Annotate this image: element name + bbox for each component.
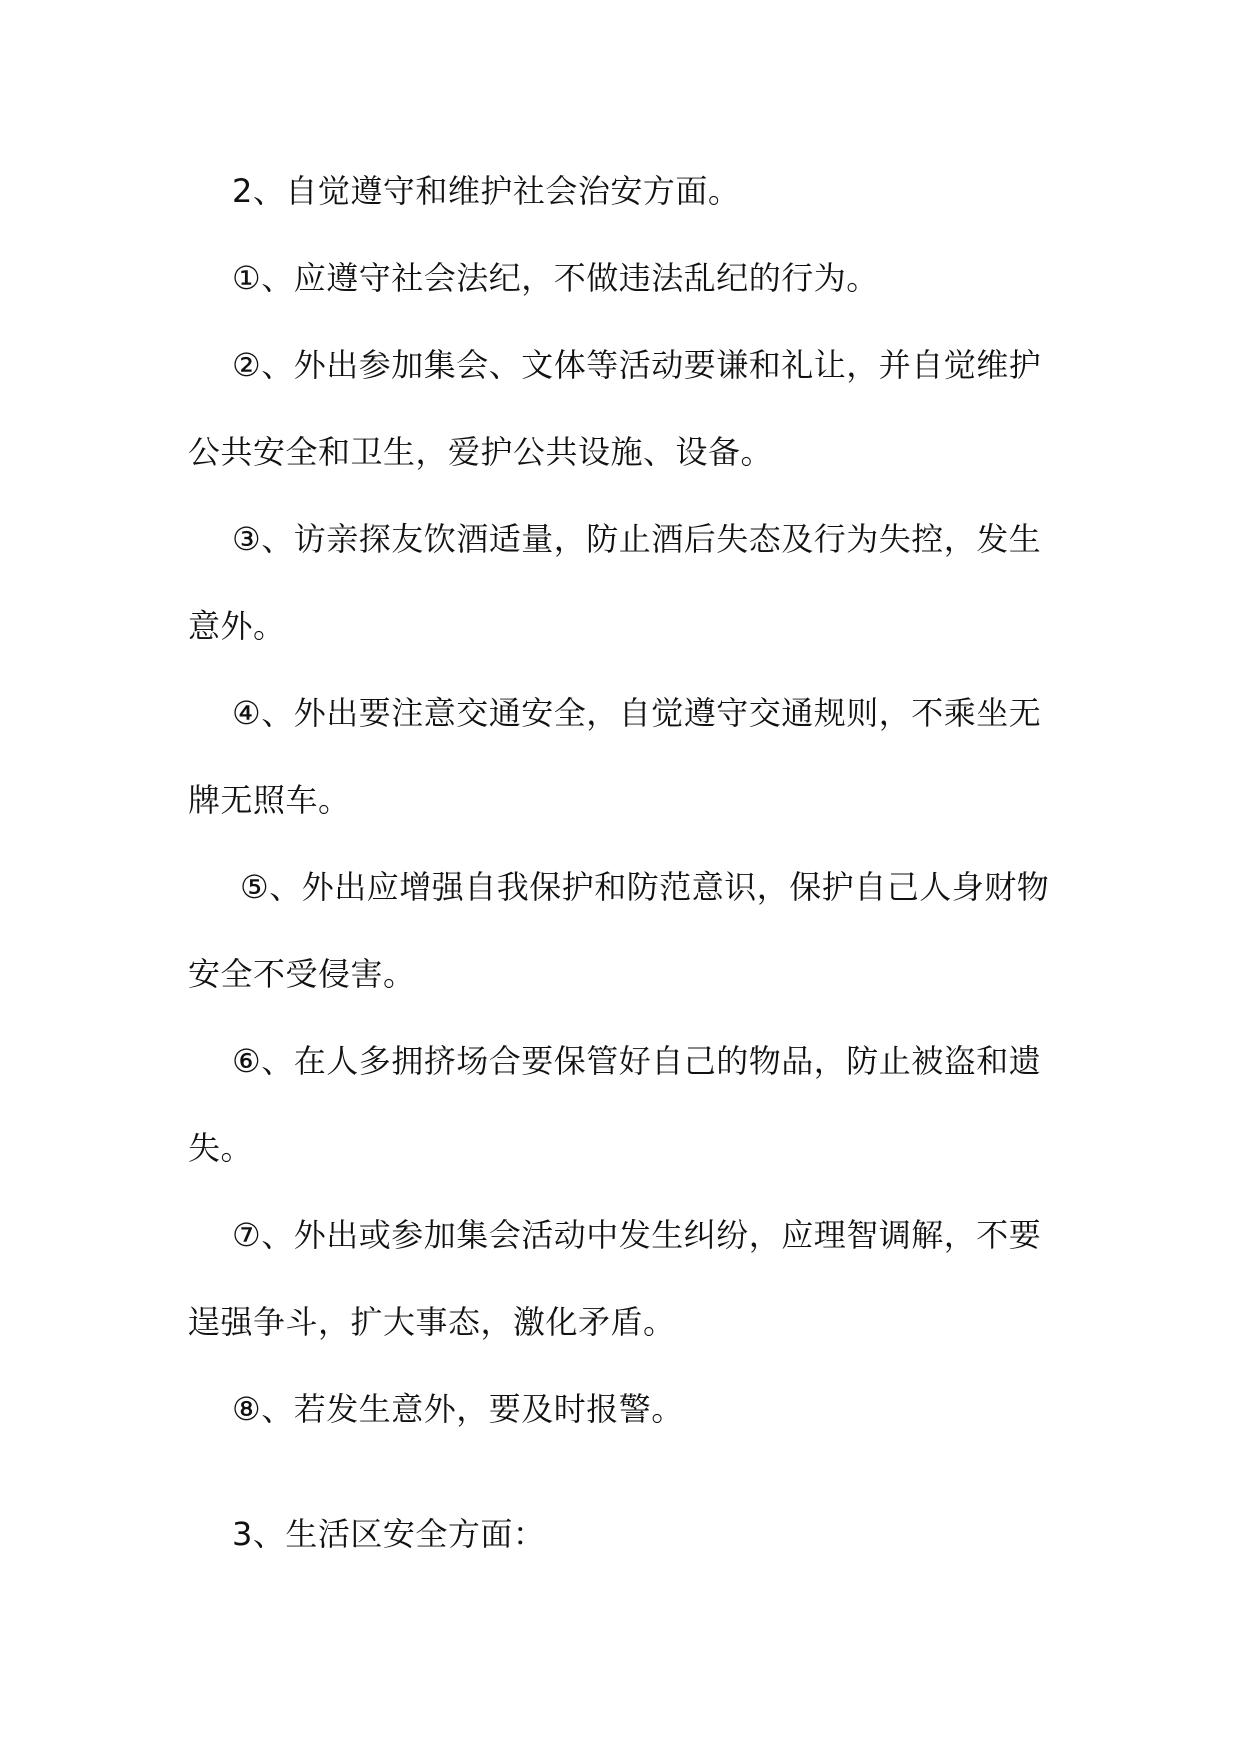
list-item-3: ③、访亲探友饮酒适量，防止酒后失态及行为失控，发生意外。 [188, 520, 1042, 645]
document-body [188, 148, 1068, 1578]
list-item-4: ④、外出要注意交通安全，自觉遵守交通规则，不乘坐无牌无照车。 [188, 694, 1042, 819]
list-item-5: ⑤、外出应增强自我保护和防范意识，保护自己人身财物安全不受侵害。 [188, 868, 1050, 993]
list-item-1: ①、应遵守社会法纪，不做违法乱纪的行为。 [232, 259, 879, 297]
list-item-2: ②、外出参加集会、文体等活动要谦和礼让，并自觉维护公共安全和卫生，爱护公共设施、设备。 [188, 346, 1042, 471]
list-item-7: ⑦、外出或参加集会活动中发生纠纷，应理智调解，不要逞强争斗，扩大事态，激化矛盾。 [188, 1216, 1042, 1341]
list-item-8: ⑧、若发生意外，要及时报警。 [232, 1390, 684, 1428]
section-heading-2: 2、自觉遵守和维护社会治安方面。 [232, 172, 741, 210]
list-item-6: ⑥、在人多拥挤场合要保管好自己的物品，防止被盗和遗失。 [188, 1042, 1042, 1167]
section-spacer [188, 1453, 1068, 1491]
section-heading-3: 3、生活区安全方面： [232, 1515, 546, 1553]
